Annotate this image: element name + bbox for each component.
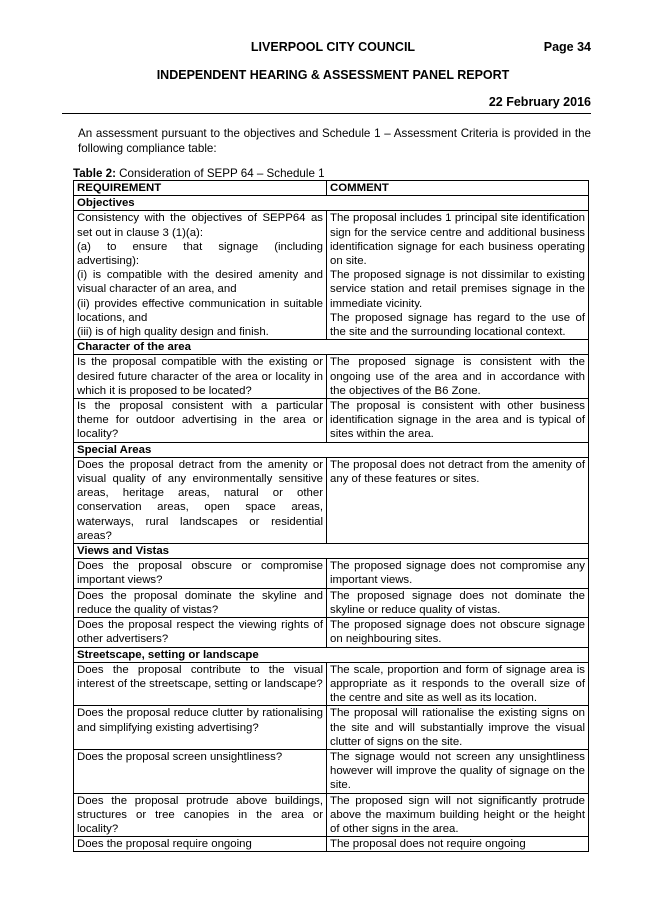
- comment-cell: The proposal does not detract from the amenity of any of these features or sites.: [327, 457, 589, 543]
- section-title: Character of the area: [74, 340, 589, 355]
- report-title: INDEPENDENT HEARING & ASSESSMENT PANEL REPORT: [156, 68, 510, 82]
- requirement-cell: Does the proposal dominate the skyline and reduce the quality of vistas?: [74, 588, 327, 617]
- comment-cell: The proposed signage does not compromise any important views.: [327, 559, 589, 588]
- comment-cell: The proposal does not require ongoing: [327, 837, 589, 852]
- section-title: Views and Vistas: [74, 544, 589, 559]
- table-row: [74, 588, 589, 617]
- table-row: [74, 457, 589, 543]
- section-title: Special Areas: [74, 442, 589, 457]
- section-row: [74, 544, 589, 559]
- section-row: [74, 340, 589, 355]
- requirement-cell: Does the proposal screen unsightliness?: [74, 749, 327, 793]
- table-row: [74, 211, 589, 340]
- header-comment: COMMENT: [327, 181, 589, 196]
- table-caption: [73, 167, 325, 180]
- requirement-cell: Does the proposal respect the viewing rights of other advertisers?: [74, 618, 327, 647]
- table-header-row: [74, 181, 589, 196]
- table-row: [74, 749, 589, 793]
- requirement-cell: Is the proposal compatible with the existing or desired future character of the area or locality in which it is proposed to be located?: [74, 355, 327, 399]
- section-title: Objectives: [74, 196, 589, 211]
- page-number: Page 34: [543, 40, 591, 54]
- comment-cell: The proposed sign will not significantly protrude above the maximum building height or the height of other signs in the area.: [327, 793, 589, 837]
- table-caption-label: Table 2:: [73, 167, 116, 180]
- table-body: [74, 196, 589, 852]
- header-divider: [62, 113, 591, 114]
- council-name: LIVERPOOL CITY COUNCIL: [250, 40, 416, 54]
- comment-cell: The proposal is consistent with other business identification signage in the area and is typical of sites within the area.: [327, 399, 589, 443]
- comment-cell: The proposed signage does not obscure signage on neighbouring sites.: [327, 618, 589, 647]
- report-date: 22 February 2016: [488, 95, 591, 109]
- header-requirement: REQUIREMENT: [74, 181, 327, 196]
- section-row: [74, 647, 589, 662]
- table-row: [74, 793, 589, 837]
- section-row: [74, 196, 589, 211]
- comment-cell: The signage would not screen any unsightliness however will improve the quality of signage on the site.: [327, 749, 589, 793]
- requirement-cell: Does the proposal require ongoing: [74, 837, 327, 852]
- intro-paragraph: An assessment pursuant to the objectives and Schedule 1 – Assessment Criteria is provided in the following compliance table:: [78, 127, 591, 155]
- table-row: [74, 618, 589, 647]
- requirement-cell: Does the proposal detract from the amenity or visual quality of any environmentally sensitive areas, heritage areas, natural or other conservation areas, open space areas, waterways, rural landscapes or residential areas?: [74, 457, 327, 543]
- table-row: [74, 399, 589, 443]
- comment-cell: The proposal includes 1 principal site identification sign for the service centre and additional business identification signage for each business operating on site. The proposed signage is not dissimilar to existing service station and retail premises signage in the immediate vicinity. The proposed signage has regard to the use of the site and the surrounding locational context.: [327, 211, 589, 340]
- requirement-cell: Does the proposal reduce clutter by rationalising and simplifying existing advertising?: [74, 706, 327, 750]
- comment-cell: The scale, proportion and form of signage area is appropriate as it responds to the overall size of the centre and site as well as its location.: [327, 662, 589, 706]
- comment-cell: The proposal will rationalise the existing signs on the site and will substantially improve the visual clutter of signs on the site.: [327, 706, 589, 750]
- requirement-cell: Does the proposal contribute to the visual interest of the streetscape, setting or landscape?: [74, 662, 327, 706]
- section-title: Streetscape, setting or landscape: [74, 647, 589, 662]
- table-row: [74, 706, 589, 750]
- comment-cell: The proposed signage is consistent with the ongoing use of the area and in accordance with the objectives of the B6 Zone.: [327, 355, 589, 399]
- section-row: [74, 442, 589, 457]
- requirement-cell: Consistency with the objectives of SEPP64 as set out in clause 3 (1)(a): (a) to ensure that signage (including advertising): (i) is compatible with the desired amenity and visual character of an area, and (ii) provides effective communication in suitable locations, and (iii) is of high quality design and finish.: [74, 211, 327, 340]
- requirement-cell: Does the proposal obscure or compromise important views?: [74, 559, 327, 588]
- requirement-cell: Is the proposal consistent with a particular theme for outdoor advertising in the area or locality?: [74, 399, 327, 443]
- table-row: [74, 662, 589, 706]
- table-row: [74, 837, 589, 852]
- comment-cell: The proposed signage does not dominate the skyline or reduce quality of vistas.: [327, 588, 589, 617]
- requirement-cell: Does the proposal protrude above buildings, structures or tree canopies in the area or locality?: [74, 793, 327, 837]
- compliance-table: [73, 180, 589, 852]
- table-row: [74, 355, 589, 399]
- table-caption-text: Consideration of SEPP 64 – Schedule 1: [115, 167, 325, 180]
- table-row: [74, 559, 589, 588]
